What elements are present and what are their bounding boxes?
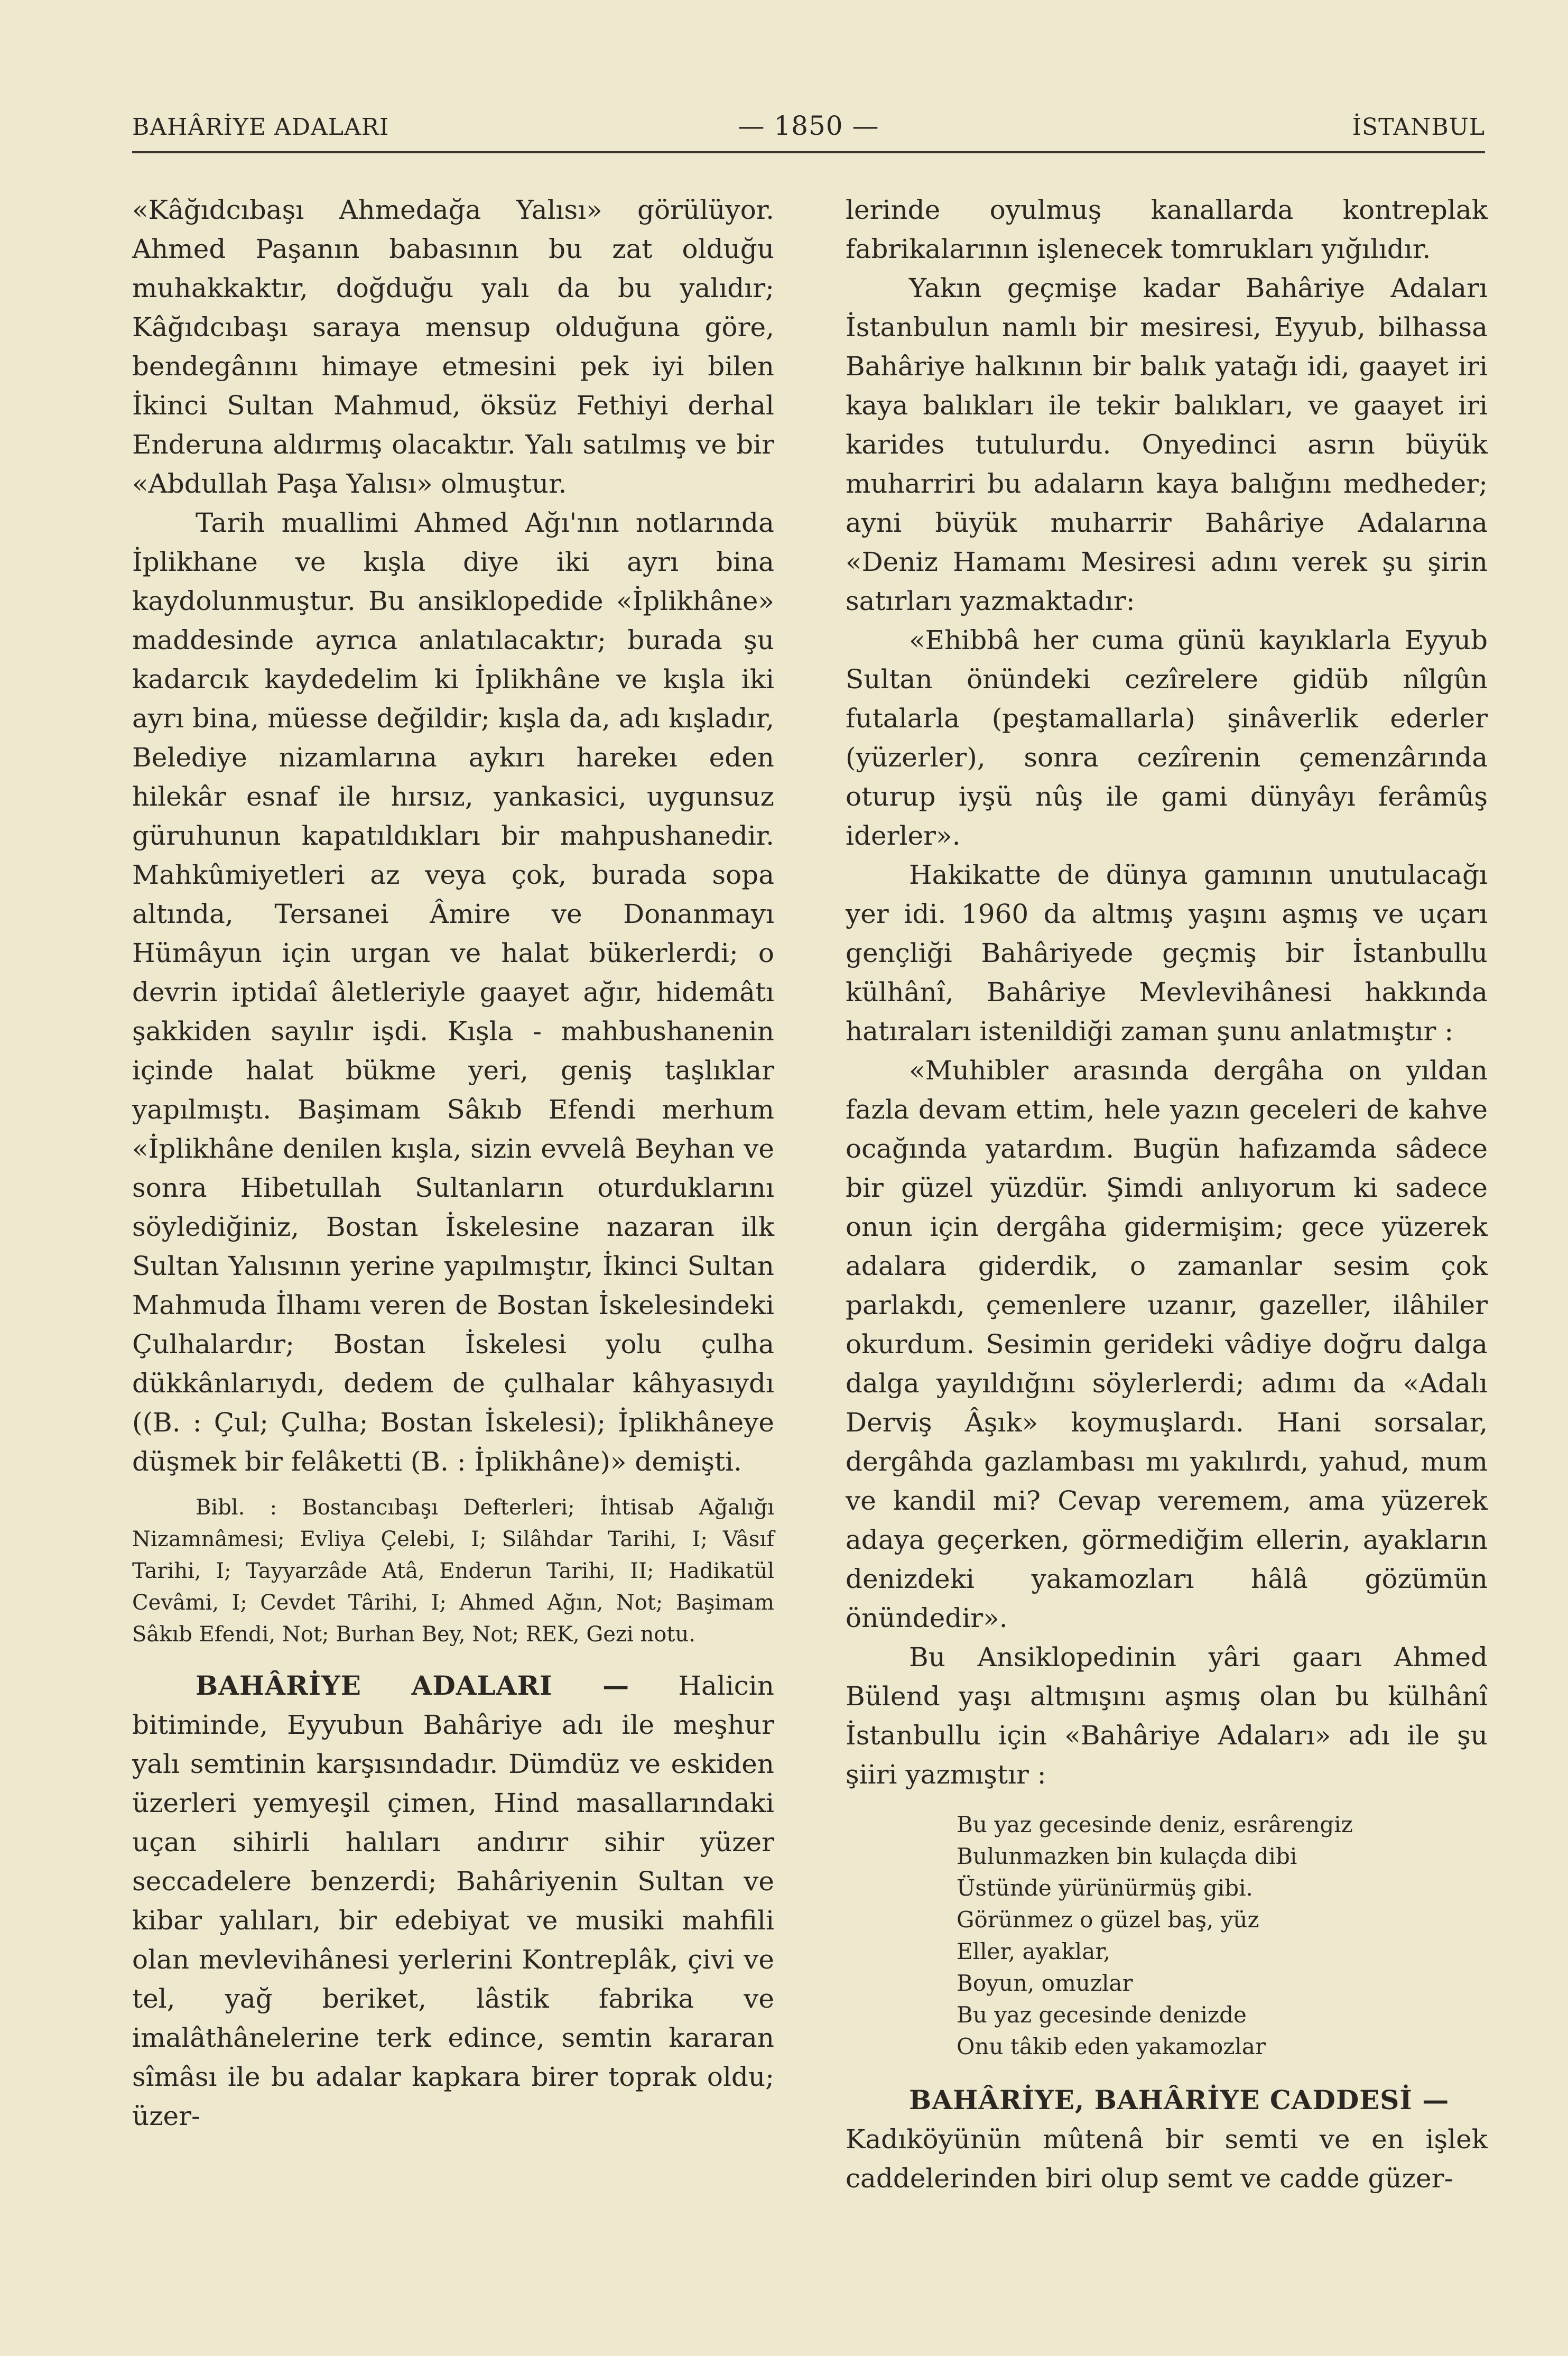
paragraph: Tarih muallimi Ahmed Ağı'nın notlarında İplikhane ve kışla diye iki ayrı bina kaydolunmuştur. Bu ansiklopedide «İplikhâne» maddesinde ayrıca anlatılacaktır; burada şu kadarcık kaydedelim ki İplikhâne ve kışla iki ayrı bina, müesse değildir; kışla da, adı kışladır, Belediye nizamlarına aykırı harekeı eden hilekâr esnaf ile hırsız, yankasici, uygunsuz güruhunun kapatıldıkları bir mahpushanedir. Mahkûmiyetleri az veya çok, burada sopa altında, Tersanei Âmire ve Donanmayı Hümâyun için urgan ve halat bükerlerdi; o devrin iptidaî âletleriyle gaayet ağır, hidemâtı şakkiden sayılır işdi. Kışla - mahbushanenin içinde halat bükme yeri, geniş taşlıklar yapılmıştı. Başimam Sâkıb Efendi merhum «İplikhâne denilen kışla, sizin evvelâ Beyhan ve sonra Hibetullah Sultanların oturduklarını söylediğiniz, Bostan İskelesine nazaran ilk Sultan Yalısının yerine yapılmıştır, İkinci Sultan Mahmuda İlhamı veren de Bostan İskelesindeki Çulhalardır; Bostan İskelesi yolu çulha dükkânlarıydı, dedem de çulhalar kâhyasıydı ((B. : Çul; Çulha; Bostan İskelesi); İplikhâneye düşmek bir felâketti (B. : İplikhâne)» demişti. (132, 507, 774, 1477)
paragraph: Hakikatte de dünya gamının unutulacağı yer idi. 1960 da altmış yaşını aşmış ve uçarı gençliği Bahâriyede geçmiş bir İstanbullu külhânî, Bahâriye Mevlevihânesi hakkında hatıraları istenildiği zaman şunu anlatmıştır : (846, 860, 1488, 1047)
running-head-series: İSTANBUL (1352, 114, 1485, 141)
poem-line: Onu tâkib eden yakamozlar (957, 2034, 1266, 2059)
poem-line: Görünmez o güzel baş, yüz (957, 1907, 1259, 1933)
paragraph: lerinde oyulmuş kanallarda kontreplak fabrikalarının işlenecek tomrukları yığılıdır. (846, 195, 1488, 264)
poem-line: Üstünde yürünürmüş gibi. (957, 1875, 1253, 1901)
poem-line: Boyun, omuzlar (957, 1970, 1133, 1996)
paragraph: Bu Ansiklopedinin yâri gaarı Ahmed Bülend yaşı altmışını aşmış olan bu külhânî İstanbullu için «Bahâriye Adaları» adı ile şu şiiri yazmıştır : (846, 1642, 1488, 1790)
quotation: «Ehibbâ her cuma günü kayıklarla Eyyub Sultan önündeki cezîrelere gidüb nîlgûn futalarla (peştamallarla) şinâverlik ederler (yüzerler), sonra cezîrenin çemenzârında oturup iyşü nûş ile gami dünyâyı ferâmûş iderler». (846, 625, 1488, 851)
poem (957, 1809, 1488, 2063)
page-number: — 1850 — (738, 110, 879, 141)
paragraph: Yakın geçmişe kadar Bahâriye Adaları İstanbulun namlı bir mesiresi, Eyyub, bilhassa Bahâriye halkının bir balık yatağı idi, gaayet iri kaya balıkları ile tekir balıkları, ve gaayet iri karides tutulurdu. Onyedinci asrın büyük muharriri bu adaların kaya balığını medheder; ayni büyük muharrir Bahâriye Adalarına «Deniz Hamamı Mesiresi adını verek şu şirin satırları yazmaktadır: (846, 273, 1488, 616)
poem-line: Bulunmazken bin kulaçda dibi (957, 1843, 1297, 1869)
quotation: «Muhibler arasında dergâha on yıldan fazla devam ettim, hele yazın geceleri de kahve ocağında yatardım. Bugün hafızamda sâdece bir güzel yüzdür. Şimdi anlıyorum ki sadece onun için dergâha gidermişim; gece yüzerek adalara giderdik, o zamanlar sesim çok parlakdı, çemenlere uzanır, gazeller, ilâhiler okurdum. Sesimin gerideki vâdiye doğru dalga dalga yayıldığını söylerlerdi; adımı da «Adalı Derviş Âşık» koymuşlardı. Hani sorsalar, dergâhda gazlambası mı yakılırdı, yahud, mum ve kandil mi? Cevap veremem, ama yüzerek adaya geçerken, görmediğim ellerin, ayakların denizdeki yakamozları hâlâ gözümün önündedir». (846, 1055, 1488, 1633)
right-column (846, 190, 1488, 2198)
left-column (132, 190, 774, 2136)
running-head (132, 108, 1485, 151)
entry-heading: BAHÂRİYE ADALARI — (196, 1670, 630, 1701)
header-rule (132, 151, 1485, 153)
entry-text: Kadıköyünün mûtenâ bir semti ve en işlek caddelerinden biri olup semt ve cadde güzer- (846, 2124, 1488, 2194)
poem-line: Bu yaz gecesinde denizde (957, 2002, 1247, 2028)
entry-heading-text: BAHÂRİYE, BAHÂRİYE CADDESİ — (909, 2084, 1450, 2115)
poem-line: Bu yaz gecesinde deniz, esrârengiz (957, 1812, 1353, 1837)
entry-heading (846, 2081, 1488, 2120)
running-head-title: BAHÂRİYE ADALARI (132, 114, 389, 141)
entry-bahariye-adalari (132, 1666, 774, 2136)
poem-line: Eller, ayaklar, (957, 1938, 1111, 1964)
bibliography: Bibl. : Bostancıbaşı Defterleri; İhtisab Ağalığı Nizamnâmesi; Evliya Çelebi, I; Silâhdar Tarihi, I; Vâsıf Tarihi, I; Tayyarzâde Atâ, Enderun Tarihi, II; Hadikatül Cevâmi, I; Cevdet Târihi, I; Ahmed Ağın, Not; Başimam Sâkıb Efendi, Not; Burhan Bey, Not; REK, Gezi notu. (132, 1495, 774, 1647)
entry-text: Halicin bitiminde, Eyyubun Bahâriye adı ile meşhur yalı semtinin karşısındadır. Dümdüz ve eskiden üzerleri yemyeşil çimen, Hind masallarındaki uçan sihirli halıları andırır sihir yüzer seccadelere benzerdi; Bahâriyenin Sultan ve kibar yalıları, bir edebiyat ve musiki mahfili olan mevlevihânesi yerlerini Kontreplâk, çivi ve tel, yağ beriket, lâstik fabrika ve imalâthânelerine terk edince, semtin kararan sîmâsı ile bu adalar kapkara birer toprak oldu; üzer- (132, 1670, 774, 2131)
paragraph: «Kâğıdcıbaşı Ahmedağa Yalısı» görülüyor. Ahmed Paşanın babasının bu zat olduğu muhakkaktır, doğduğu yalı da bu yalıdır; Kâğıdcıbaşı saraya mensup olduğuna göre, bendegânını himaye etmesini pek iyi bilen İkinci Sultan Mahmud, öksüz Fethiyi derhal Enderuna aldırmış olacaktır. Yalı satılmış ve bir «Abdullah Paşa Yalısı» olmuştur. (132, 195, 774, 499)
